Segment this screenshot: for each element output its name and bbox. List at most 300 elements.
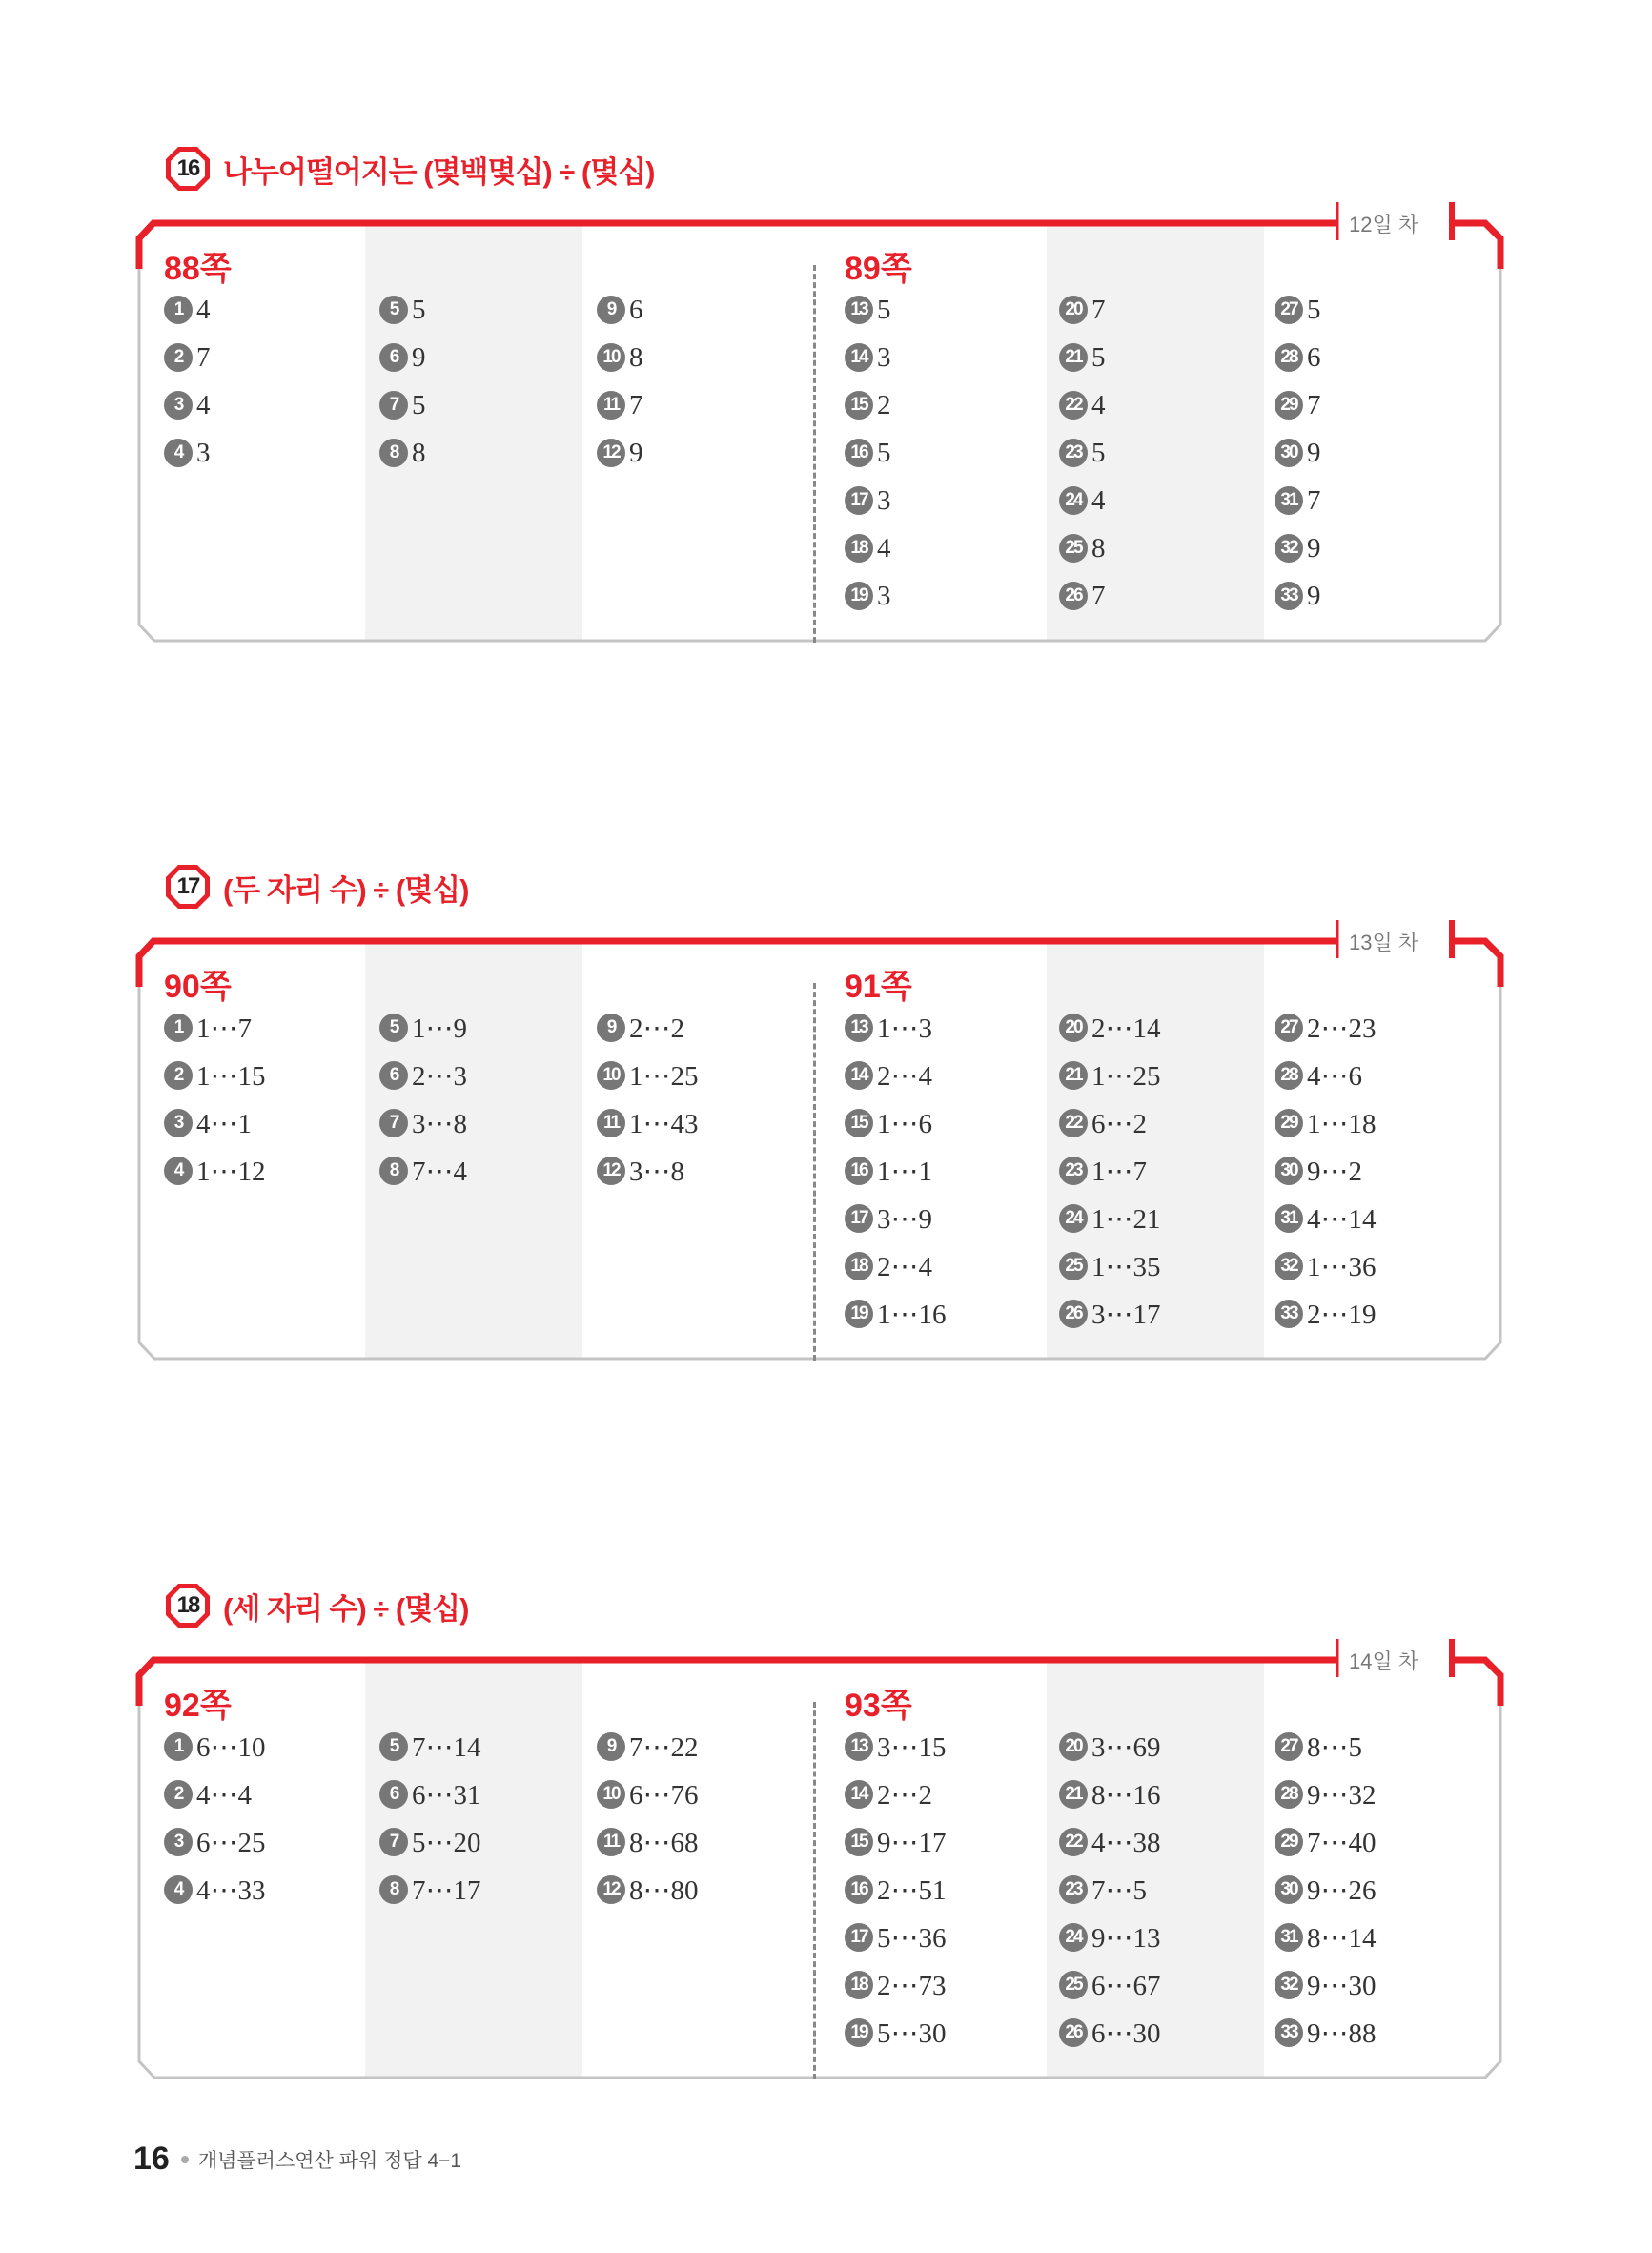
answer-value: 1⋯43	[629, 1108, 699, 1139]
answer-value: 4	[1091, 484, 1106, 516]
answer-item	[1059, 334, 1106, 381]
answer-value: 7⋯5	[1091, 1874, 1147, 1906]
question-number: 23	[1059, 1875, 1088, 1904]
answer-value: 6⋯10	[196, 1731, 266, 1763]
answer-value: 5⋯30	[877, 2017, 947, 2049]
answer-value: 9⋯2	[1307, 1156, 1362, 1187]
answer-value: 1⋯12	[196, 1156, 266, 1187]
question-number: 27	[1275, 1732, 1303, 1761]
day-label: 14일 차	[1349, 1649, 1419, 1673]
answer-item	[1275, 1914, 1377, 1961]
answer-item	[379, 1004, 467, 1052]
question-number: 6	[379, 1780, 408, 1809]
answer-value: 5⋯20	[412, 1827, 481, 1858]
answer-value: 1⋯36	[1307, 1251, 1377, 1282]
question-number: 17	[845, 486, 873, 515]
answer-item	[1275, 1147, 1377, 1195]
answer-value: 4⋯33	[196, 1874, 266, 1906]
question-number: 33	[1275, 582, 1303, 610]
answer-column	[1275, 1723, 1377, 2057]
question-number: 19	[845, 1300, 873, 1328]
day-row	[1349, 918, 1418, 964]
question-number: 2	[164, 343, 193, 372]
answer-item	[379, 1818, 481, 1866]
answer-value: 9⋯32	[1307, 1779, 1377, 1811]
question-number: 1	[164, 1014, 193, 1042]
answer-value: 7	[1091, 580, 1106, 611]
answer-column	[164, 1723, 266, 1914]
answer-item	[845, 381, 891, 429]
question-number: 3	[164, 1828, 193, 1856]
page-divider	[813, 265, 816, 643]
answer-value: 7⋯22	[629, 1731, 699, 1763]
answer-item	[597, 381, 643, 429]
answer-value: 2⋯2	[877, 1779, 932, 1811]
answer-column	[379, 1723, 481, 1914]
answer-value: 2⋯23	[1307, 1013, 1377, 1044]
question-number: 23	[1059, 439, 1088, 467]
answer-item	[164, 381, 211, 429]
answer-item	[1059, 1723, 1161, 1771]
answer-item	[1059, 1961, 1161, 2009]
answer-value: 7	[1307, 389, 1321, 420]
answer-item	[597, 1771, 699, 1818]
page-label: 89쪽	[845, 251, 912, 287]
answer-value: 3	[877, 580, 891, 611]
day-row	[1349, 1637, 1418, 1683]
answer-card	[133, 909, 1506, 1347]
answer-value: 6⋯25	[196, 1827, 266, 1858]
question-number: 28	[1275, 1780, 1303, 1809]
answer-value: 1⋯9	[412, 1013, 467, 1044]
answer-item	[1275, 572, 1321, 620]
answer-value: 1⋯35	[1091, 1251, 1161, 1282]
answer-item	[164, 1052, 266, 1099]
question-number: 24	[1059, 486, 1088, 515]
question-number: 10	[597, 1780, 625, 1809]
question-number: 13	[845, 1732, 873, 1761]
answer-item	[379, 429, 426, 477]
answer-item	[164, 334, 211, 381]
answer-item	[845, 572, 891, 620]
question-number: 5	[379, 1732, 408, 1761]
answer-item	[1059, 381, 1106, 429]
answer-item	[845, 1195, 947, 1242]
answer-item	[1275, 1961, 1377, 2009]
question-number: 1	[164, 1732, 193, 1761]
section-number-badge	[164, 1582, 212, 1629]
answer-value: 1⋯1	[877, 1156, 932, 1187]
answer-item	[379, 1052, 467, 1099]
answer-item	[379, 381, 426, 429]
question-number: 10	[597, 1061, 625, 1090]
answer-column	[1275, 286, 1321, 620]
answer-value: 5	[1091, 437, 1106, 468]
answer-item	[1059, 1099, 1161, 1147]
answer-item	[1275, 286, 1321, 334]
answer-item	[1275, 381, 1321, 429]
answer-item	[845, 1818, 947, 1866]
answer-value: 9⋯13	[1091, 1922, 1161, 1954]
answer-value: 9⋯17	[877, 1827, 947, 1858]
answer-value: 8	[412, 437, 426, 468]
question-number: 5	[379, 1014, 408, 1042]
answer-value: 8⋯80	[629, 1874, 699, 1906]
answer-value: 1⋯3	[877, 1013, 932, 1044]
question-number: 18	[845, 534, 873, 563]
answer-value: 4	[877, 532, 891, 563]
answer-item	[845, 334, 891, 381]
answer-value: 9⋯88	[1307, 2017, 1377, 2049]
section-number: 18	[176, 1592, 199, 1618]
answer-item	[1059, 1914, 1161, 1961]
question-number: 31	[1275, 1204, 1303, 1233]
answer-value: 4⋯4	[196, 1779, 252, 1811]
question-number: 22	[1059, 391, 1088, 420]
question-number: 31	[1275, 486, 1303, 515]
answer-item	[1059, 1242, 1161, 1290]
answer-item	[164, 1771, 266, 1818]
answer-value: 5	[412, 389, 426, 420]
question-number: 26	[1059, 1300, 1088, 1328]
answer-value: 8	[629, 341, 643, 373]
question-number: 7	[379, 391, 408, 420]
answer-value: 9⋯26	[1307, 1874, 1377, 1906]
answer-value: 4	[196, 389, 211, 420]
answer-item	[1275, 1723, 1377, 1771]
question-number: 7	[379, 1828, 408, 1856]
question-number: 25	[1059, 1971, 1088, 1999]
answer-value: 2⋯14	[1091, 1013, 1161, 1044]
answer-item	[845, 524, 891, 572]
answer-value: 6	[629, 294, 643, 325]
answer-item	[164, 429, 211, 477]
answer-value: 5	[1307, 294, 1321, 325]
question-number: 2	[164, 1061, 193, 1090]
question-number: 15	[845, 1828, 873, 1856]
answer-value: 8⋯16	[1091, 1779, 1161, 1811]
answer-item	[845, 1099, 947, 1147]
answer-item	[1275, 2009, 1377, 2057]
question-number: 13	[845, 296, 873, 324]
answer-value: 7⋯14	[412, 1731, 481, 1763]
question-number: 6	[379, 1061, 408, 1090]
answer-item	[1059, 477, 1106, 524]
answer-value: 6⋯31	[412, 1779, 481, 1811]
question-number: 17	[845, 1923, 873, 1952]
question-number: 27	[1275, 296, 1303, 324]
section-title-text: (두 자리 수) ÷ (몇십)	[223, 872, 469, 907]
answer-item	[845, 429, 891, 477]
answer-value: 6⋯30	[1091, 2017, 1161, 2049]
answer-value: 3	[196, 437, 211, 468]
answer-item	[845, 1052, 947, 1099]
question-number: 25	[1059, 1252, 1088, 1280]
answer-column	[845, 1723, 947, 2057]
section-title	[164, 143, 654, 195]
answer-value: 9	[1307, 437, 1321, 468]
question-number: 32	[1275, 1971, 1303, 1999]
question-number: 14	[845, 1061, 873, 1090]
answer-item	[164, 1147, 266, 1195]
answer-item	[1275, 1818, 1377, 1866]
answer-item	[845, 1290, 947, 1338]
answer-value: 3⋯8	[412, 1108, 467, 1139]
question-number: 27	[1275, 1014, 1303, 1042]
answer-value: 5⋯36	[877, 1922, 947, 1954]
section-number: 17	[176, 873, 199, 899]
question-number: 4	[164, 1157, 193, 1185]
answer-value: 1⋯18	[1307, 1108, 1377, 1139]
question-number: 18	[845, 1252, 873, 1280]
question-number: 29	[1275, 391, 1303, 420]
answer-item	[1059, 286, 1106, 334]
section-title	[164, 1580, 468, 1631]
answer-value: 9	[1307, 580, 1321, 611]
question-number: 24	[1059, 1204, 1088, 1233]
footer-page-number: 16	[133, 2140, 170, 2177]
question-number: 11	[597, 1828, 625, 1856]
answer-value: 3	[877, 484, 891, 516]
answer-item	[845, 1914, 947, 1961]
answer-item	[1059, 524, 1106, 572]
answer-column	[379, 1004, 467, 1195]
answer-value: 7	[1307, 484, 1321, 516]
answer-item	[845, 1242, 947, 1290]
question-number: 19	[845, 2018, 873, 2047]
question-number: 12	[597, 1875, 625, 1904]
answer-item	[1275, 1099, 1377, 1147]
answer-item	[845, 477, 891, 524]
answer-column	[164, 1004, 266, 1195]
answer-value: 3	[877, 341, 891, 373]
question-number: 12	[597, 439, 625, 467]
answer-column	[597, 286, 643, 477]
answer-value: 2	[877, 389, 891, 420]
answer-value: 4⋯1	[196, 1108, 252, 1139]
section-title	[164, 861, 468, 912]
question-number: 22	[1059, 1109, 1088, 1137]
answer-value: 4	[196, 294, 211, 325]
answer-value: 2⋯2	[629, 1013, 684, 1044]
answer-value: 7	[1091, 294, 1106, 325]
answer-item	[1059, 1866, 1161, 1914]
answer-item	[845, 1771, 947, 1818]
answer-item	[1275, 524, 1321, 572]
answer-item	[845, 1723, 947, 1771]
answer-value: 4	[1091, 389, 1106, 420]
question-number: 31	[1275, 1923, 1303, 1952]
answer-value: 8	[1091, 532, 1106, 563]
page-label: 90쪽	[164, 969, 232, 1005]
answer-item	[597, 1723, 699, 1771]
question-number: 12	[597, 1157, 625, 1185]
section-title-text: (세 자리 수) ÷ (몇십)	[223, 1591, 469, 1626]
answer-column	[1059, 1004, 1161, 1338]
question-number: 13	[845, 1014, 873, 1042]
answer-item	[1275, 1242, 1377, 1290]
answer-value: 3⋯17	[1091, 1299, 1161, 1330]
answer-value: 5	[877, 294, 891, 325]
question-number: 8	[379, 439, 408, 467]
answer-value: 6⋯67	[1091, 1970, 1161, 2001]
answer-column	[597, 1723, 699, 1914]
answer-item	[1059, 1147, 1161, 1195]
answer-item	[1275, 1866, 1377, 1914]
page-label: 92쪽	[164, 1688, 232, 1724]
answer-item	[1059, 1052, 1161, 1099]
answer-item	[597, 1818, 699, 1866]
question-number: 14	[845, 343, 873, 372]
answer-item	[1275, 1004, 1377, 1052]
question-number: 15	[845, 391, 873, 420]
answer-value: 9⋯30	[1307, 1970, 1377, 2001]
answer-item	[1059, 1195, 1161, 1242]
section-number-badge	[164, 145, 212, 193]
answer-item	[164, 1004, 266, 1052]
footer	[133, 2140, 461, 2178]
question-number: 28	[1275, 1061, 1303, 1090]
answer-item	[379, 334, 426, 381]
question-number: 20	[1059, 1732, 1088, 1761]
answer-value: 4⋯14	[1307, 1203, 1377, 1235]
answer-item	[1275, 477, 1321, 524]
answer-item	[379, 1771, 481, 1818]
question-number: 24	[1059, 1923, 1088, 1952]
question-number: 33	[1275, 1300, 1303, 1328]
footer-book-title: 개념플러스연산 파워 정답 4−1	[197, 2149, 462, 2172]
question-number: 26	[1059, 2018, 1088, 2047]
answer-value: 2⋯19	[1307, 1299, 1377, 1330]
answer-value: 8⋯68	[629, 1827, 699, 1858]
answer-item	[1059, 572, 1106, 620]
footer-dot	[181, 2156, 189, 2163]
answer-item	[597, 1866, 699, 1914]
answer-column	[845, 1004, 947, 1338]
answer-item	[845, 1004, 947, 1052]
answer-item	[1275, 1052, 1377, 1099]
answer-value: 5	[412, 294, 426, 325]
question-number: 9	[597, 1014, 625, 1042]
question-number: 9	[597, 1732, 625, 1761]
question-number: 7	[379, 1109, 408, 1137]
answer-item	[164, 286, 211, 334]
answer-item	[845, 286, 891, 334]
question-number: 5	[379, 296, 408, 324]
answer-item	[1275, 334, 1321, 381]
question-number: 21	[1059, 343, 1088, 372]
answer-item	[1059, 1771, 1161, 1818]
answer-value: 1⋯7	[1091, 1156, 1147, 1187]
answer-item	[597, 1052, 699, 1099]
section-number-badge	[164, 863, 212, 911]
question-number: 23	[1059, 1157, 1088, 1185]
answer-value: 1⋯6	[877, 1108, 932, 1139]
question-number: 29	[1275, 1828, 1303, 1856]
answer-value: 2⋯4	[877, 1060, 932, 1092]
answer-value: 7⋯4	[412, 1156, 467, 1187]
answer-value: 3⋯8	[629, 1156, 684, 1187]
answer-value: 8⋯5	[1307, 1731, 1362, 1763]
answer-value: 5	[877, 437, 891, 468]
day-label: 12일 차	[1349, 212, 1419, 236]
answer-value: 3⋯15	[877, 1731, 947, 1763]
answer-value: 3⋯69	[1091, 1731, 1161, 1763]
answer-item	[379, 1723, 481, 1771]
answer-value: 1⋯21	[1091, 1203, 1161, 1235]
question-number: 16	[845, 1157, 873, 1185]
question-number: 19	[845, 582, 873, 610]
answer-item	[1059, 1290, 1161, 1338]
question-number: 21	[1059, 1061, 1088, 1090]
answer-item	[379, 1147, 467, 1195]
answer-item	[1059, 429, 1106, 477]
answer-value: 9	[1307, 532, 1321, 563]
answer-item	[597, 1099, 699, 1147]
answer-value: 1⋯7	[196, 1013, 252, 1044]
answer-value: 3⋯9	[877, 1203, 932, 1235]
question-number: 6	[379, 343, 408, 372]
answer-item	[379, 1099, 467, 1147]
answer-value: 9	[412, 341, 426, 373]
answer-value: 1⋯15	[196, 1060, 266, 1092]
answer-item	[164, 1818, 266, 1866]
question-number: 8	[379, 1157, 408, 1185]
answer-item	[597, 429, 643, 477]
answer-item	[1275, 1290, 1377, 1338]
answer-column	[164, 286, 211, 477]
page-divider	[813, 983, 816, 1361]
answer-item	[164, 1099, 266, 1147]
question-number: 2	[164, 1780, 193, 1809]
question-number: 11	[597, 1109, 625, 1137]
question-number: 1	[164, 296, 193, 324]
question-number: 14	[845, 1780, 873, 1809]
question-number: 3	[164, 391, 193, 420]
answer-column	[1275, 1004, 1377, 1338]
answer-item	[164, 1723, 266, 1771]
question-number: 17	[845, 1204, 873, 1233]
question-number: 32	[1275, 1252, 1303, 1280]
answer-item	[379, 1866, 481, 1914]
answer-value: 7	[196, 341, 211, 373]
answer-column	[1059, 286, 1106, 620]
answer-column	[597, 1004, 699, 1195]
answer-value: 7⋯40	[1307, 1827, 1377, 1858]
question-number: 20	[1059, 296, 1088, 324]
section-title-text: 나누어떨어지는 (몇백몇십) ÷ (몇십)	[223, 154, 655, 189]
question-number: 4	[164, 439, 193, 467]
answer-value: 7⋯17	[412, 1874, 481, 1906]
question-number: 30	[1275, 1157, 1303, 1185]
answer-column	[1059, 1723, 1161, 2057]
question-number: 8	[379, 1875, 408, 1904]
answer-item	[164, 1866, 266, 1914]
answer-item	[597, 1147, 699, 1195]
question-number: 22	[1059, 1828, 1088, 1856]
answer-value: 8⋯14	[1307, 1922, 1377, 1954]
page-divider	[813, 1702, 816, 2079]
answer-value: 6	[1307, 341, 1321, 373]
question-number: 16	[845, 1875, 873, 1904]
answer-item	[379, 286, 426, 334]
answer-card	[133, 191, 1506, 629]
answer-value: 4⋯6	[1307, 1060, 1362, 1092]
answer-item	[597, 1004, 699, 1052]
answer-value: 2⋯51	[877, 1874, 947, 1906]
answer-value: 2⋯3	[412, 1060, 467, 1092]
section-number: 16	[176, 155, 199, 181]
